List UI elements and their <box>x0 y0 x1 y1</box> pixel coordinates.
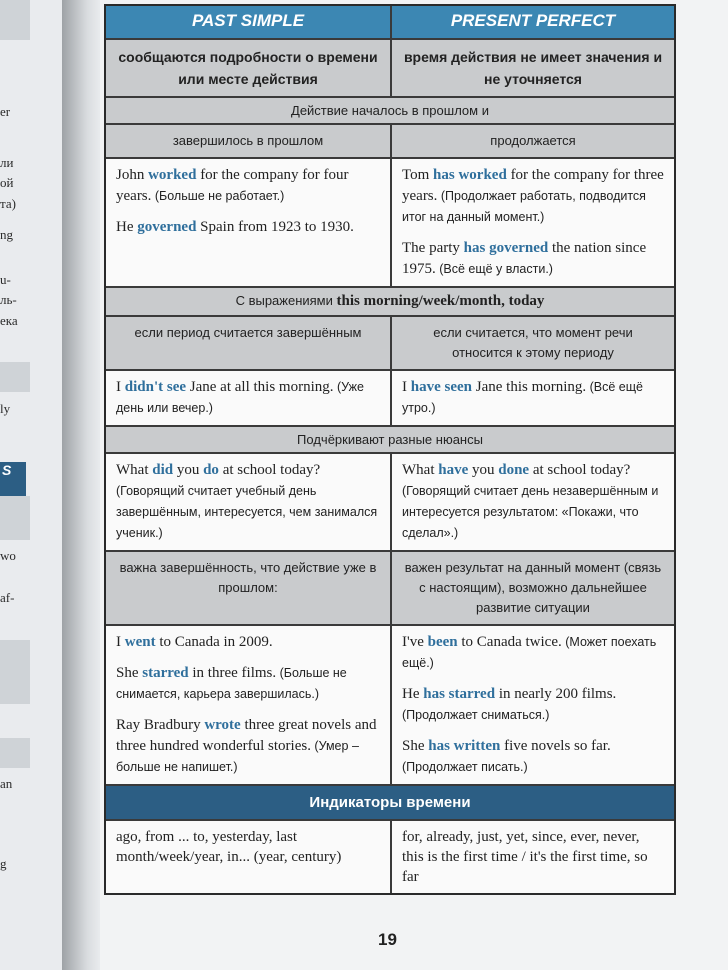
section-title: Подчёркивают разные нюансы <box>106 427 674 452</box>
label-right: продолжается <box>390 125 674 157</box>
left-page-fragment: ng <box>0 227 13 242</box>
left-page-fragment: er <box>0 104 11 119</box>
example-text: to Canada twice. <box>457 634 562 650</box>
example-sentence <box>116 460 380 544</box>
example-text: you <box>468 462 499 478</box>
left-page-fragment: ly <box>0 401 11 416</box>
examples-right <box>390 626 674 784</box>
example-note: (Продолжает писать.) <box>402 760 528 774</box>
label-right: если считается, что момент речи относится к этому периоду <box>390 317 674 369</box>
example-sentence <box>402 460 664 544</box>
example-row <box>106 626 674 786</box>
indicators-title: Индикаторы времени <box>106 786 674 819</box>
section-title <box>106 288 674 315</box>
example-verb: has governed <box>463 240 549 256</box>
header-present-perfect: PRESENT PERFECT <box>390 6 674 38</box>
example-sentence <box>402 684 664 726</box>
left-page-band <box>0 640 30 704</box>
example-sentence <box>116 165 380 207</box>
example-note: (Всё ещё у власти.) <box>435 262 553 276</box>
example-text: He <box>402 686 424 702</box>
example-sentence <box>116 632 380 653</box>
example-verb: worked <box>148 167 197 183</box>
example-verb: did <box>152 462 174 478</box>
left-page-fragment: an <box>0 776 13 791</box>
example-note: (Говорящий считает учебный день завершённым, интересуется, чем занимался ученик.) <box>116 484 378 540</box>
example-text: What <box>402 462 439 478</box>
definition-past: сообщаются подробности о времени или месте действия <box>106 40 390 96</box>
example-text: She <box>402 738 429 754</box>
examples-right <box>390 371 674 425</box>
definition-perfect: время действия не имеет значения и не уточняется <box>390 40 674 96</box>
left-page-fragment: af- <box>0 590 15 605</box>
example-note: (Больше не работает.) <box>151 189 285 203</box>
example-note: (Больше не снимается, карьера завершилась.) <box>116 666 347 701</box>
book-page <box>100 0 728 970</box>
example-note: (Может поехать ещё.) <box>402 635 657 670</box>
example-text: She <box>116 665 143 681</box>
label-left: если период считается завершённым <box>106 317 390 369</box>
example-verb: has written <box>428 738 501 754</box>
example-sentence <box>116 217 380 238</box>
example-verb: have <box>438 462 469 478</box>
indicators-left: ago, from ... to, yesterday, last month/week/year, in... (year, century) <box>116 829 342 865</box>
example-note: (Умер – больше не напишет.) <box>116 739 359 774</box>
example-verb: went <box>124 634 156 650</box>
examples-left <box>106 371 390 425</box>
left-page-fragment: ль- <box>0 292 17 307</box>
example-sentence <box>116 715 380 778</box>
label-left: важна завершённость, что действие уже в прошлом: <box>106 552 390 624</box>
section-title: Действие началось в прошлом и <box>106 98 674 123</box>
grammar-table <box>104 4 676 895</box>
example-text: Spain from 1923 to 1930. <box>196 219 354 235</box>
left-page-fragment: та) <box>0 196 16 211</box>
example-text: in three films. <box>188 665 277 681</box>
example-verb: have seen <box>410 379 472 395</box>
example-text: to Canada in 2009. <box>155 634 273 650</box>
section-title-text: С выражениями <box>235 293 337 308</box>
example-verb: governed <box>137 219 197 235</box>
example-verb: starred <box>142 665 189 681</box>
example-text: for the company for four years. <box>116 167 349 204</box>
left-page-band <box>0 738 30 768</box>
examples-left <box>106 159 390 286</box>
example-note: (Уже день или вечер.) <box>116 380 364 415</box>
example-text: Jane this morning. <box>472 379 587 395</box>
label-row <box>106 552 674 626</box>
example-row <box>106 371 674 427</box>
example-text: I <box>402 379 411 395</box>
left-page-fragment: ой <box>0 175 14 190</box>
example-text: What <box>116 462 153 478</box>
example-note: (Всё ещё утро.) <box>402 380 643 415</box>
table-header-row <box>106 6 674 40</box>
example-sentence <box>402 736 664 778</box>
left-page-band <box>0 496 30 540</box>
examples-left <box>106 454 390 550</box>
left-page-header-band <box>0 462 26 496</box>
example-text: Tom <box>402 167 434 183</box>
label-row <box>106 125 674 159</box>
section-title-row <box>106 427 674 454</box>
left-page-fragment: wo <box>0 548 16 563</box>
example-sentence <box>116 663 380 705</box>
example-text: I've <box>402 634 428 650</box>
example-sentence <box>116 377 380 419</box>
examples-right <box>390 159 674 286</box>
example-text: you <box>173 462 204 478</box>
section-title-row <box>106 288 674 317</box>
example-sentence <box>402 632 664 674</box>
example-text: at school today? <box>218 462 321 478</box>
example-sentence <box>402 377 664 419</box>
example-note: (Продолжает сниматься.) <box>402 708 550 722</box>
example-text: the nation since 1975. <box>402 240 647 277</box>
header-past-simple: PAST SIMPLE <box>106 6 390 38</box>
example-verb: do <box>203 462 219 478</box>
label-right: важен результат на данный момент (связь с настоящим), возможно дальнейшее развитие ситуации <box>390 552 674 624</box>
examples-right <box>390 454 674 550</box>
left-page-band <box>0 362 30 392</box>
label-left: завершилось в прошлом <box>106 125 390 157</box>
section-title-row <box>106 786 674 821</box>
left-page-fragment: ли <box>0 155 14 170</box>
example-verb: done <box>498 462 530 478</box>
section-title-row <box>106 98 674 125</box>
example-sentence <box>402 238 664 280</box>
left-page-edge <box>0 0 62 970</box>
left-page-fragment: S <box>2 462 12 478</box>
indicators-right: for, already, just, yet, since, ever, never, this is the first time / it's the first time, so far <box>390 821 674 893</box>
example-text: Jane at all this morning. <box>186 379 334 395</box>
example-verb: been <box>427 634 458 650</box>
example-verb: has worked <box>433 167 507 183</box>
example-note: (Говорящий считает день незавершённым и интересуется результатом: «Покажи, что сделал».) <box>402 484 659 540</box>
left-page-fragment: ека <box>0 313 18 328</box>
section-title-expressions: this morning/week/month, today <box>336 293 545 309</box>
page-number: 19 <box>378 930 397 949</box>
label-row <box>106 317 674 371</box>
indicators-row <box>106 821 674 893</box>
example-text: John <box>116 167 149 183</box>
example-text: Ray Bradbury <box>116 717 205 733</box>
left-page-fragment: g <box>0 856 7 871</box>
example-text: three great novels and three hundred wonderful stories. <box>116 717 377 754</box>
example-text: I <box>116 379 125 395</box>
book-gutter <box>62 0 104 970</box>
definition-row <box>106 40 674 98</box>
examples-left <box>106 626 390 784</box>
example-text: in nearly 200 films. <box>495 686 617 702</box>
example-sentence <box>402 165 664 228</box>
example-row <box>106 454 674 552</box>
example-text: five novels so far. <box>500 738 611 754</box>
example-text: The party <box>402 240 464 256</box>
example-verb: didn't see <box>124 379 187 395</box>
example-verb: has starred <box>423 686 496 702</box>
example-text: for the company for three years. <box>402 167 664 204</box>
example-verb: wrote <box>204 717 241 733</box>
example-text: at school today? <box>529 462 631 478</box>
example-text: I <box>116 634 125 650</box>
example-row <box>106 159 674 288</box>
example-text: He <box>116 219 138 235</box>
example-note: (Продолжает работать, подводится итог на данный момент.) <box>402 189 646 224</box>
left-page-band <box>0 0 30 40</box>
left-page-fragment: u- <box>0 272 11 287</box>
